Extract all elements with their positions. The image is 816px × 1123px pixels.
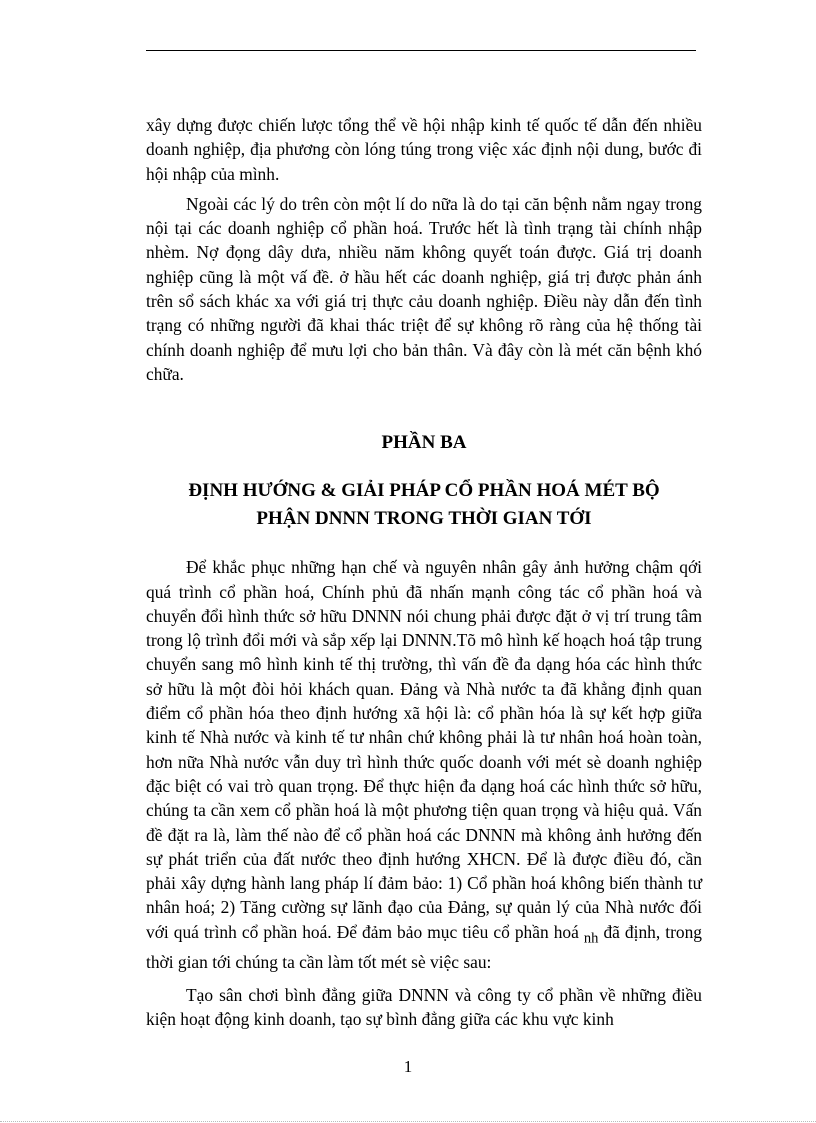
section-title-line-1: ĐỊNH HƯỚNG & GIẢI PHÁP CỔ PHẦN HOÁ MÉT BỘ xyxy=(188,480,660,502)
paragraph-orientation-text: Để khắc phục những hạn chế và nguyên nhân gây ảnh hưởng chậm qới quá trình cổ phần hoá, Chính phủ đã nhấn mạnh công tác cổ phần hoá và chuyển đổi hình thức sở hữu DNNN nói chung phải được đặt ở vị trí trung tâm trong lộ trình đổi mới và sắp xếp lại DNNN.Tõ mô hình kế hoạch hoá tập trung chuyển sang mô hình kinh tế thị trường, thì vấn đề đa dạng hóa các hình thức sở hữu là một đòi hỏi khách quan. Đảng và Nhà nước ta đã khẳng định quan điểm cổ phần hóa theo định hướng xã hội là: cổ phần hóa là sự kết hợp giữa kinh tế Nhà nước và kinh tế tư nhân chứ không phải là tư nhân hoá hoàn toàn, hơn nữa Nhà nước vẫn duy trì hình thức quốc doanh với mét sè doanh nghiệp đặc biệt có vai trò quan trọng. Để thực hiện đa dạng hoá các hình thức sở hữu, chúng ta cần xem cổ phần hoá là một phương tiện quan trọng và hiệu quả. Vấn đề đặt ra là, làm thế nào để cổ phần hoá các DNNN mà không ảnh hưởng đến sự phát triển của đất nước theo định hướng XHCN. Để là được điều đó, cần phải xây dựng hành lang pháp lí đảm bảo: 1) Cổ phần hoá không biến thành tư nhân hoá; 2) Tăng cường sự lãnh đạo của Đảng, sự quản lý của Nhà nước đối với quá trình cổ phần hoá. Để đảm bảo mục tiêu cổ phần hoá xyxy=(146,557,702,942)
section-title-line-2: PHẬN DNNN TRONG THỜI GIAN TỚI xyxy=(256,508,592,530)
page-content xyxy=(146,113,702,1031)
part-title: PHẦN BA xyxy=(381,432,467,454)
bottom-rule xyxy=(0,1121,816,1122)
page-number: 1 xyxy=(403,1057,413,1076)
subscript-fragment: nh xyxy=(583,930,599,947)
section-title xyxy=(146,477,702,533)
paragraph-orientation-text-end: đã định, trong thời gian tới chúng ta cần làm tốt mét sè việc sau: xyxy=(146,921,702,973)
paragraph-orientation xyxy=(146,555,702,975)
paragraph-continuation: xây dựng được chiến lược tổng thể về hội nhập kinh tế quốc tế dẫn đến nhiều doanh nghiệp, địa phương còn lóng túng trong việc xác định nội dung, bước đi hội nhập của mình. xyxy=(146,115,702,184)
paragraph-reasons: Ngoài các lý do trên còn một lí do nữa là do tại căn bệnh nằm ngay trong nội tại các doanh nghiệp cổ phần hoá. Trước hết là tình trạng tài chính nhập nhèm. Nợ đọng dây dưa, nhiều năm không quyết toán được. Giá trị doanh nghiệp cũng là một vấ đề. ở hầu hết các doanh nghiệp, giá trị được phản ánh trên sổ sách khác xa với giá trị thực cảu doanh nghiệp. Điều này dẫn đến tình trạng có những người đã khai thác triệt để sự không rõ ràng của hệ thống tài chính doanh nghiệp để mưu lợi cho bản thân. Và đây còn là mét căn bệnh khó chữa. xyxy=(146,193,702,384)
header-rule xyxy=(146,50,696,51)
paragraph-level-playing-field: Tạo sân chơi bình đẳng giữa DNNN và công ty cổ phần về những điều kiện hoạt động kinh doanh, tạo sự bình đẳng giữa các khu vực kinh xyxy=(146,984,702,1030)
